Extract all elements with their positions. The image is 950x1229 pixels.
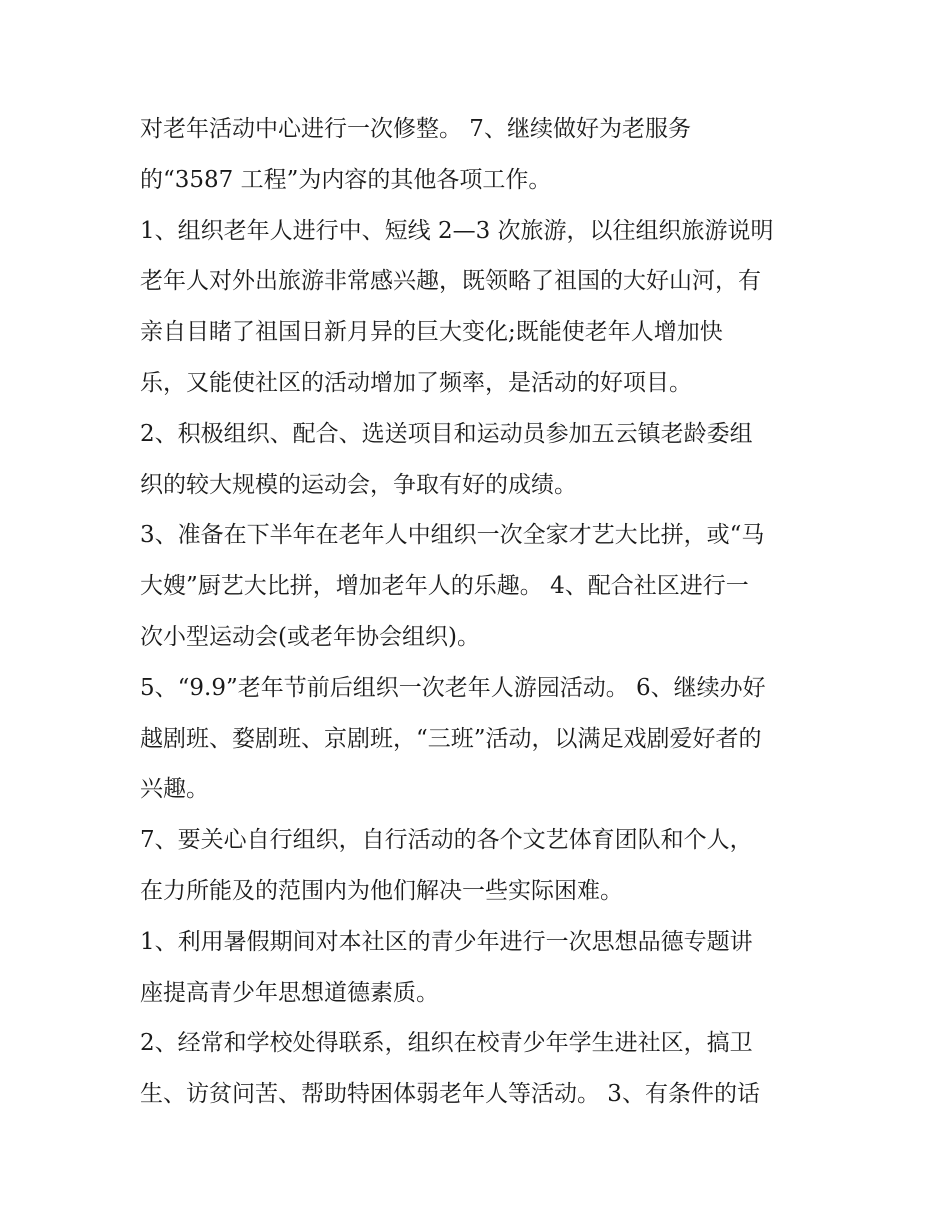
text-line-12: 5、“9.9”老年节前后组织一次老年人游园活动。 6、继续办好 [140,674,766,701]
text-line-13: 越剧班、婺剧班、京剧班，“三班”活动，以满足戏剧爱好者的 [140,725,762,752]
text-line-6: 乐，又能使社区的活动增加了频率，是活动的好项目。 [140,369,692,396]
text-line-8: 织的较大规模的运动会，争取有好的成绩。 [140,471,577,498]
text-line-19: 2、经常和学校处得联系，组织在校青少年学生进社区，搞卫 [140,1030,753,1057]
text-line-15: 7、要关心自行组织，自行活动的各个文艺体育团队和个人， [140,827,753,854]
text-line-5: 亲自目睹了祖国日新月异的巨大变化;既能使老年人增加快 [140,319,723,346]
text-line-11: 次小型运动会(或老年协会组织)。 [140,623,480,650]
text-line-10: 大嫂”厨艺大比拼，增加老年人的乐趣。 4、配合社区进行一 [140,573,749,600]
text-line-9: 3、准备在下半年在老年人中组织一次全家才艺大比拼，或“马 [140,522,765,549]
text-line-4: 老年人对外出旅游非常感兴趣，既领略了祖国的大好山河，有 [140,268,761,295]
text-line-3: 1、组织老年人进行中、短线 2—3 次旅游，以往组织旅游说明 [140,217,774,244]
text-line-17: 1、利用暑假期间对本社区的青少年进行一次思想品德专题讲 [140,928,753,955]
text-line-14: 兴趣。 [140,776,209,803]
text-line-20: 生、访贫问苦、帮助特困体弱老年人等活动。 3、有条件的话 [140,1081,760,1108]
text-line-7: 2、积极组织、配合、选送项目和运动员参加五云镇老龄委组 [140,420,753,447]
text-line-16: 在力所能及的范围内为他们解决一些实际困难。 [140,877,623,904]
text-line-18: 座提高青少年思想道德素质。 [140,979,439,1006]
body-text [140,104,820,1120]
text-line-1: 对老年活动中心进行一次修整。 7、继续做好为老服务 [140,116,691,142]
text-line-2: 的“3587 工程”为内容的其他各项工作。 [140,166,552,193]
